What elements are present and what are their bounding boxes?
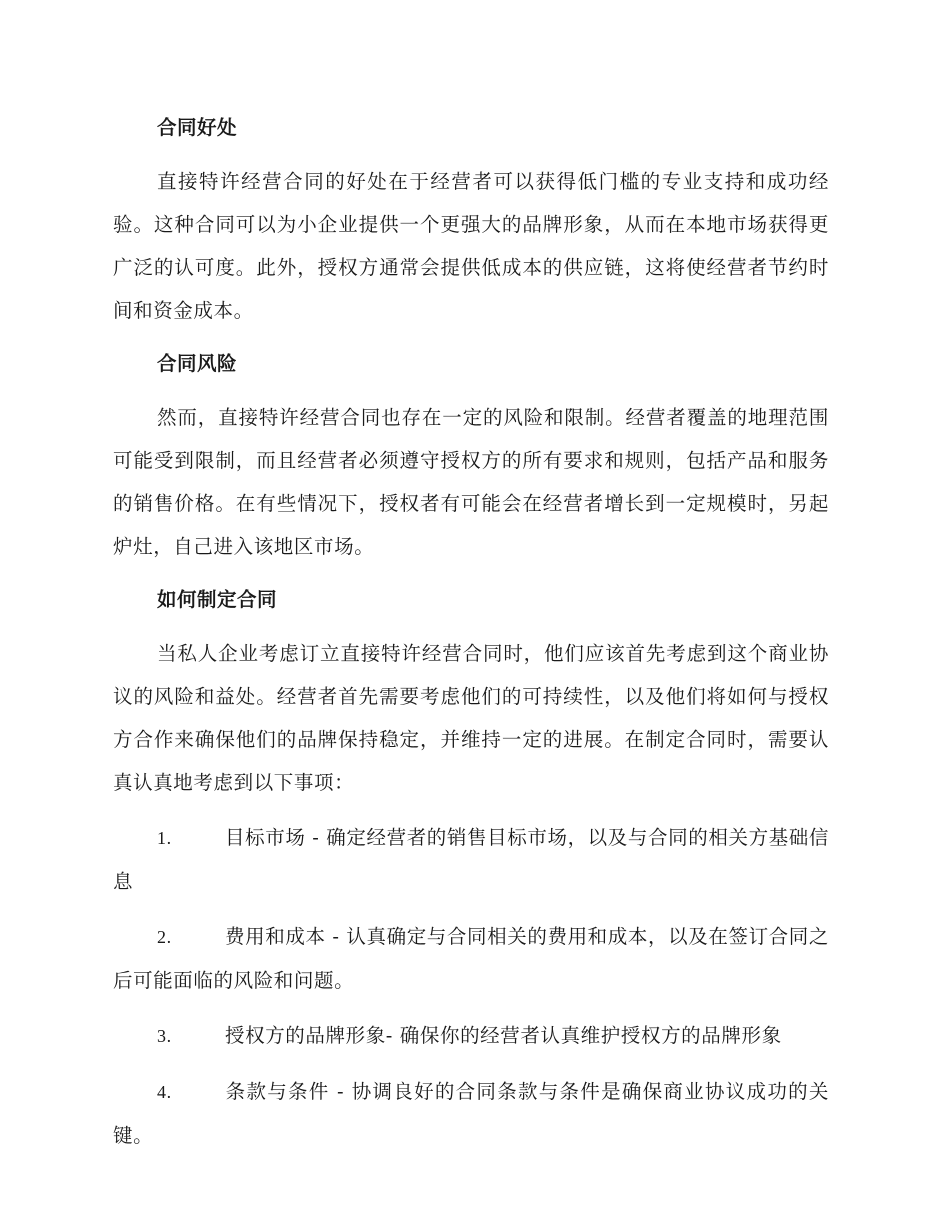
list-item-text: 费用和成本 - 认真确定与合同相关的费用和成本，以及在签订合同之后可能面临的风险和问题。 — [113, 925, 829, 992]
paragraph-contract-benefits: 直接特许经营合同的好处在于经营者可以获得低门槛的专业支持和成功经验。这种合同可以为小企业提供一个更强大的品牌形象，从而在本地市场获得更广泛的认可度。此外，授权方通常会提供低成本的供应链，这将使经营者节约时间和资金成本。 — [113, 170, 829, 322]
heading-contract-risks: 合同风险 — [157, 352, 238, 375]
list-item-fees-costs — [113, 915, 829, 1002]
list-item-number: 3. — [157, 1026, 172, 1046]
list-item-terms-conditions — [113, 1070, 829, 1157]
paragraph-contract-risks: 然而，直接特许经营合同也存在一定的风险和限制。经营者覆盖的地理范围可能受到限制，而且经营者必须遵守授权方的所有要求和规则，包括产品和服务的销售价格。在有些情况下，授权者有可能会在经营者增长到一定规模时，另起炉灶，自己进入该地区市场。 — [113, 406, 829, 558]
heading-contract-benefits: 合同好处 — [157, 116, 238, 139]
list-item-text: 授权方的品牌形象- 确保你的经营者认真维护授权方的品牌形象 — [225, 1024, 782, 1047]
list-item-text: 条款与条件 - 协调良好的合同条款与条件是确保商业协议成功的关键。 — [113, 1080, 829, 1147]
heading-how-to-draft: 如何制定合同 — [157, 588, 278, 611]
paragraph-how-to-draft: 当私人企业考虑订立直接特许经营合同时，他们应该首先考虑到这个商业协议的风险和益处。经营者首先需要考虑他们的可持续性，以及他们将如何与授权方合作来确保他们的品牌保持稳定，并维持一定的进展。在制定合同时，需要认真认真地考虑到以下事项： — [113, 642, 829, 794]
document-body — [113, 108, 829, 1169]
list-item-number: 2. — [157, 927, 172, 947]
list-item-number: 4. — [157, 1082, 172, 1102]
list-item-number: 1. — [157, 828, 172, 848]
list-item-target-market — [113, 816, 829, 903]
list-item-brand-image — [113, 1014, 829, 1058]
list-item-text: 目标市场 - 确定经营者的销售目标市场，以及与合同的相关方基础信息 — [113, 826, 829, 893]
